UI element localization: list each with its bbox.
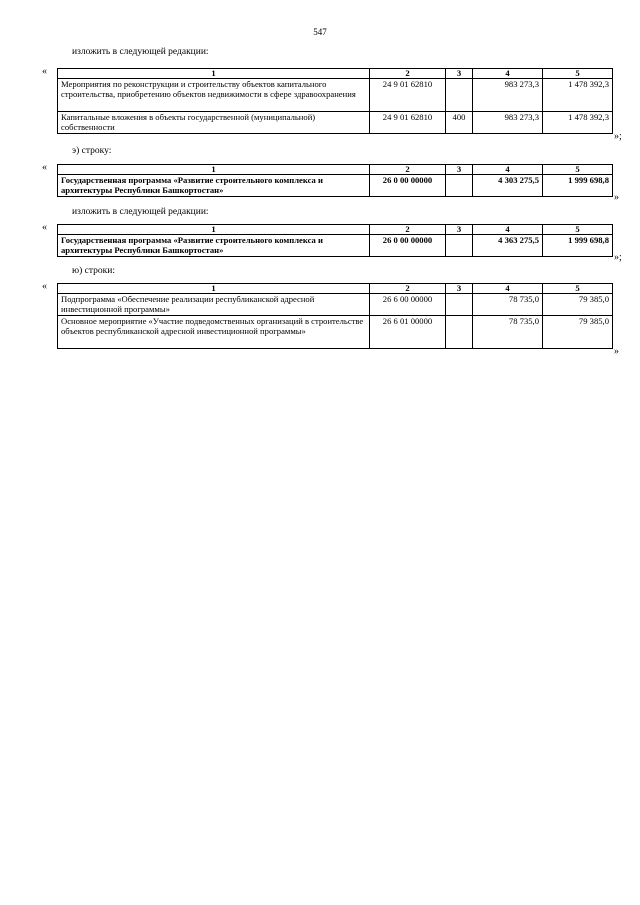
row-name: Государственная программа «Развитие строительного комплекса и архитектуры Республики Башкортостан» bbox=[58, 175, 370, 197]
opening-quote: « bbox=[42, 222, 47, 233]
section-intro: ю) строки: bbox=[72, 266, 115, 276]
row-value-5: 79 385,0 bbox=[543, 294, 613, 316]
budget-table bbox=[57, 224, 613, 257]
row-code: 26 0 00 00000 bbox=[370, 175, 446, 197]
row-value-4: 983 273,3 bbox=[473, 79, 543, 112]
row-value-4: 78 735,0 bbox=[473, 316, 543, 349]
row-value-5: 1 478 392,3 bbox=[543, 79, 613, 112]
column-header: 3 bbox=[446, 69, 473, 79]
budget-table bbox=[57, 164, 613, 197]
row-value-4: 78 735,0 bbox=[473, 294, 543, 316]
opening-quote: « bbox=[42, 66, 47, 77]
column-header: 4 bbox=[473, 284, 543, 294]
row-code: 26 6 01 00000 bbox=[370, 316, 446, 349]
closing-quote: » bbox=[614, 346, 619, 357]
column-header: 5 bbox=[543, 165, 613, 175]
row-name: Капитальные вложения в объекты государственной (муниципальной) собственности bbox=[58, 112, 370, 134]
closing-quote: »; bbox=[614, 131, 622, 142]
column-header: 2 bbox=[370, 69, 446, 79]
row-name: Мероприятия по реконструкции и строительству объектов капитального строительства, приобретению объектов недвижимости в сфере здравоохранения bbox=[58, 79, 370, 112]
column-header: 4 bbox=[473, 225, 543, 235]
table-header-row bbox=[58, 69, 613, 79]
row-type bbox=[446, 175, 473, 197]
row-type bbox=[446, 235, 473, 257]
row-value-5: 79 385,0 bbox=[543, 316, 613, 349]
opening-quote: « bbox=[42, 162, 47, 173]
opening-quote: « bbox=[42, 281, 47, 292]
column-header: 2 bbox=[370, 165, 446, 175]
row-type bbox=[446, 294, 473, 316]
column-header: 2 bbox=[370, 284, 446, 294]
table-row bbox=[58, 112, 613, 134]
table-row bbox=[58, 235, 613, 257]
row-code: 26 0 00 00000 bbox=[370, 235, 446, 257]
row-value-4: 4 303 275,5 bbox=[473, 175, 543, 197]
budget-table bbox=[57, 283, 613, 349]
column-header: 5 bbox=[543, 284, 613, 294]
table-row bbox=[58, 175, 613, 197]
closing-quote: » bbox=[614, 192, 619, 203]
row-type bbox=[446, 316, 473, 349]
row-value-5: 1 999 698,8 bbox=[543, 175, 613, 197]
row-value-4: 983 273,3 bbox=[473, 112, 543, 134]
row-name: Основное мероприятие «Участие подведомственных организаций в строительстве объектов республиканской адресной инвестиционной программы» bbox=[58, 316, 370, 349]
column-header: 2 bbox=[370, 225, 446, 235]
column-header: 4 bbox=[473, 165, 543, 175]
column-header: 3 bbox=[446, 165, 473, 175]
table-header-row bbox=[58, 284, 613, 294]
row-code: 26 6 00 00000 bbox=[370, 294, 446, 316]
column-header: 3 bbox=[446, 284, 473, 294]
section-intro: изложить в следующей редакции: bbox=[72, 47, 209, 57]
section-intro: э) строку: bbox=[72, 146, 112, 156]
row-value-4: 4 363 275,5 bbox=[473, 235, 543, 257]
page-number: 547 bbox=[313, 27, 327, 37]
column-header: 4 bbox=[473, 69, 543, 79]
table-row bbox=[58, 79, 613, 112]
row-value-5: 1 999 698,8 bbox=[543, 235, 613, 257]
row-value-5: 1 478 392,3 bbox=[543, 112, 613, 134]
table-row bbox=[58, 294, 613, 316]
column-header: 1 bbox=[58, 284, 370, 294]
closing-quote: »; bbox=[614, 252, 622, 263]
row-code: 24 9 01 62810 bbox=[370, 79, 446, 112]
row-name: Подпрограмма «Обеспечение реализации республиканской адресной инвестиционной программы» bbox=[58, 294, 370, 316]
budget-table bbox=[57, 68, 613, 134]
row-type: 400 bbox=[446, 112, 473, 134]
section-intro: изложить в следующей редакции: bbox=[72, 207, 209, 217]
row-code: 24 9 01 62810 bbox=[370, 112, 446, 134]
table-header-row bbox=[58, 165, 613, 175]
column-header: 3 bbox=[446, 225, 473, 235]
row-type bbox=[446, 79, 473, 112]
column-header: 5 bbox=[543, 69, 613, 79]
table-row bbox=[58, 316, 613, 349]
row-name: Государственная программа «Развитие строительного комплекса и архитектуры Республики Башкортостан» bbox=[58, 235, 370, 257]
column-header: 5 bbox=[543, 225, 613, 235]
column-header: 1 bbox=[58, 165, 370, 175]
column-header: 1 bbox=[58, 225, 370, 235]
column-header: 1 bbox=[58, 69, 370, 79]
table-header-row bbox=[58, 225, 613, 235]
